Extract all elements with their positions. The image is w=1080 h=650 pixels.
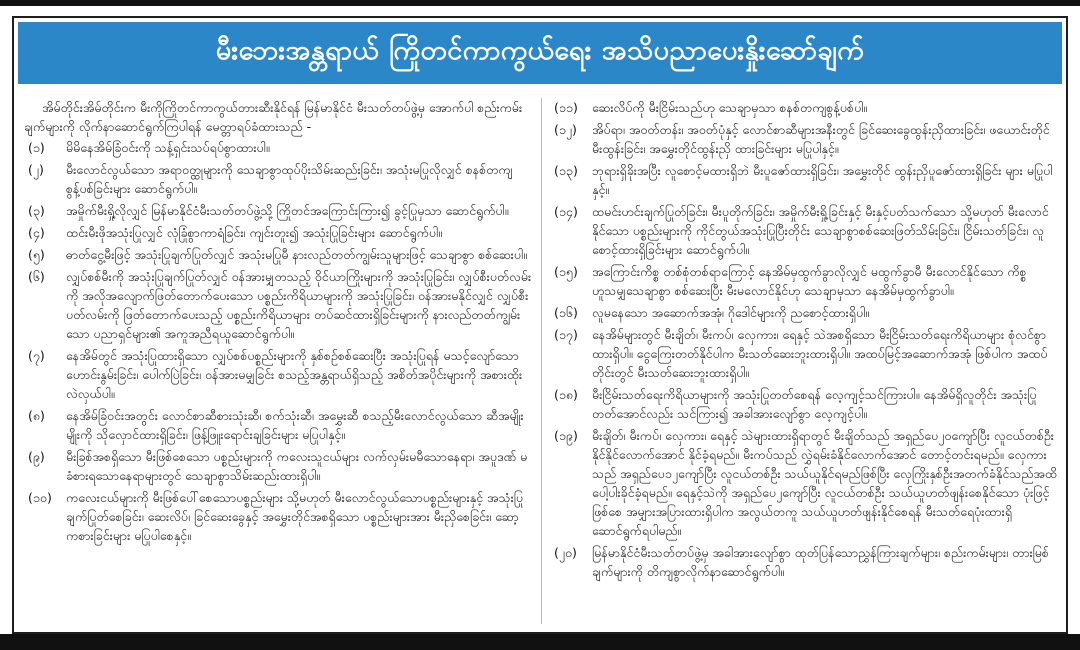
item-number: (၈) <box>28 408 45 423</box>
item-text: မြန်မာနိုင်ငံမီးသတ်တပ်ဖွဲ့မှ အခါအားလျော်စွာ ထုတ်ပြန်သောညွှန်ကြားချက်များ၊ စည်းကမ်းများ၊ တားမြစ်ချက်များကို တိကျစွာလိုက်နာဆောင်ရွက်ပါ။ <box>592 545 1049 579</box>
list-item <box>24 201 534 220</box>
item-number: (၁၄) <box>554 204 578 219</box>
item-number: (၁၈) <box>554 387 578 402</box>
bottom-edge-bar <box>0 634 1080 650</box>
list-item <box>550 120 1060 158</box>
list-item <box>550 385 1060 423</box>
list-item <box>24 160 534 198</box>
item-text: လူမနေသော အဆောက်အအုံ၊ ဂိုဒေါင်များကို ညစောင့်ထားရှိပါ။ <box>592 305 870 320</box>
item-number: (၂၀) <box>554 545 577 560</box>
item-text: မီးလောင်လွယ်သော အရာဝတ္ထုများကို သေချာစွာထုပ်ပိုးသိမ်းဆည်းခြင်း၊ အသုံးမပြုလိုလျှင် စနစ်တကျ စွန့်ပစ်ခြင်းများ ဆောင်ရွက်ပါ။ <box>66 162 513 196</box>
item-text: နေအိမ်တွင် အသုံးပြုထားရှိသော လျှပ်စစ်ပစ္စည်းများကို နှစ်စဉ်စစ်ဆေးပြီး အသုံးပြုရန် မသင့်လျော်သော ဟောင်းနွမ်းခြင်း၊ ပေါက်ပြဲခြင်း၊ ဝန်အားမမျှခြင်း စသည့်အန္တရာယ်ရှိသည့် အစိတ်အပိုင်းများကို အစားထိုးလဲလှယ်ပါ။ <box>66 348 523 401</box>
list-item <box>24 138 534 157</box>
item-text: လျှပ်စစ်မီးကို အသုံးပြုချက်ပြုတ်လျှင် ဝန်အားမျှတသည့် ဝိုင်ယာကြိုးများကို အသုံးပြုခြင်း၊ လျှပ်စီးပတ်လမ်းကို အလိုအလျောက်ဖြတ်တောက်ပေးသော ပစ္စည်းကိရိယာများကို အသုံးပြုခြင်း၊ ဝန်အားမနိုင်လျှင် လျှပ်စီးပတ်လမ်းကို ဖြတ်တောက်ပေးသည့် ပစ္စည်းကိရိယာများ တပ်ဆင်ထားရှိခြင်းများကို နားလည်တတ်ကျွမ်းသော ပညာရှင်များ၏ အကူအညီရယူဆောင်ရွက်ပါ။ <box>66 269 532 341</box>
item-text: မီးခြစ်အစရှိသော မီးဖြစ်စေသော ပစ္စည်းများကို ကလေးသူငယ်များ လက်လှမ်းမမီသောနေရာ၊ အပူဒဏ် မခံစားရသောနေရာများတွင် သေချာစွာသိမ်းဆည်းထားရှိပါ။ <box>66 449 528 483</box>
list-item <box>550 543 1060 581</box>
list-item <box>550 325 1060 382</box>
column-divider <box>541 98 542 624</box>
list-item <box>550 202 1060 259</box>
item-number: (၁၁) <box>554 100 578 115</box>
item-text: မီးငြိမ်းသတ်ရေးကိရိယာများကို အသုံးပြုတတ်စေရန် လေ့ကျင့်သင်ကြားပါ။ နေအိမ်ရှိလူတိုင်း အသုံးပြုတတ်အောင်လည်း သင်ကြား၍ အခါအားလျော်စွာ လေ့ကျင့်ပါ။ <box>592 387 1037 421</box>
top-edge-bar <box>0 0 1080 6</box>
list-item <box>24 346 534 403</box>
item-text: အိပ်ရာ၊ အဝတ်တန်း၊ အဝတ်ပုံနှင့် လောင်စာဆီများအနီးတွင် ခြင်ဆေးခွေထွန်းညှိထားခြင်း၊ ဖယောင်းတိုင် မီးထွန်းခြင်း၊ အမွှေးတိုင်ထွန်းညှိ ထားခြင်းများ မပြုပါနှင့်။ <box>592 122 1050 156</box>
item-number: (၁၃) <box>554 163 578 178</box>
item-text: မီးချိတ်၊ မီးကပ်၊ လှေကား၊ ရေနှင့် သဲများထားရှိရာတွင် မီးချိတ်သည် အရှည်ပေ၂၀ကျော်ပြီး လူငယ်တစ်ဦး နိုင်နိုင်လောက်အောင် နိုင်ခံ့ရမည်။ မီးကပ်သည် လွှဲရမ်းခံနိုင်လောက်အောင် တောင့်တင်းရမည်။ လှေကားသည် အရှည်ပေ၁၂ကျော်ပြီး လူငယ်တစ်ဦး သယ်ယူနိုင်ရမည်ဖြစ်ပြီး လှေကြိုးနှစ်ဦးအတက်ခံနိုင်သည်အထိ ပေါ့ပါးခိုင်ခံ့ရမည်။ ရေနှင့်သဲကို အရှည်ပေ၂ကျော်ပြီး လူငယ်တစ်ဦး သယ်ယူဟတ်ဖျန်းစေနိုင်သော ပုံးဖြင့်ဖြစ်စေ အမျှားအပြားထားရှိပါက အလွယ်တကူ သယ်ယူဟတ်ဖျန်းနိုင်စေရန် မီးသတ်ရေပုံးထားရှိ ဆောင်ရွက်ရပါမည်။ <box>592 428 1057 538</box>
item-text: ထင်းမီးဖိုအသုံးပြုလျှင် လုံခြုံစွာကာရံခြင်း၊ ကျင်းတူး၍ အသုံးပြုခြင်းများ ဆောင်ရွက်ပါ။ <box>66 225 442 240</box>
item-number: (၇) <box>28 348 45 363</box>
item-text: ဓာတ်ငွေ့မီးဖြင့် အသုံးပြုချက်ပြုတ်လျှင် အသုံးမပြုမီ နားလည်တတ်ကျွမ်းသူများဖြင့် သေချာစွာ စစ်ဆေးပါ။ <box>66 247 527 262</box>
list-item <box>550 262 1060 300</box>
item-number: (၆) <box>28 269 45 284</box>
list-item <box>24 406 534 444</box>
item-number: (၁၅) <box>554 264 578 279</box>
list-item <box>550 426 1060 540</box>
item-number: (၁၂) <box>554 122 577 137</box>
right-column <box>550 98 1060 628</box>
item-number: (၅) <box>28 247 45 262</box>
notice-content <box>24 98 1060 628</box>
left-column <box>24 98 534 628</box>
item-number: (၁၇) <box>554 327 578 342</box>
list-item <box>24 447 534 485</box>
list-item <box>24 267 534 343</box>
item-text: နေအိမ်ခြံဝင်းအတွင်း လောင်စာဆီစားသုံးဆီ၊ စက်သုံးဆီ၊ အမွှေးဆီ စသည့်မီးလောင်လွယ်သော ဆီအမျိုးမျိုးကို သိုလှောင်ထားရှိခြင်း၊ ဖြန့်ဖြူးရောင်းချခြင်းများ မပြုပါနှင့်။ <box>66 408 524 442</box>
item-number: (၁) <box>28 140 45 155</box>
intro-paragraph: အိမ်တိုင်းအိမ်တိုင်းက မီးကိုကြိုတင်ကာကွယ်တားဆီးနိုင်ရန် မြန်မာနိုင်ငံ မီးသတ်တပ်ဖွဲ့မှ အောက်ပါ စည်းကမ်းချက်များကို လိုက်နာဆောင်ရွက်ကြပါရန် မေတ္တာရပ်ခံထားသည် - <box>24 100 523 134</box>
item-number: (၁၆) <box>554 305 578 320</box>
item-number: (၉) <box>28 449 45 464</box>
item-text: ထမင်းဟင်းချက်ပြုတ်ခြင်း၊ မီးပူတိုက်ခြင်း၊ အမှိုက်မီးရှို့ခြင်းနှင့် မီးနှင့်ပတ်သက်သော သို့မဟုတ် မီးလောင်နိုင်သော ပစ္စည်းများကို ကိုင်တွယ်အသုံးပြုပြီးတိုင်း သေချာစွာစစ်ဆေးဖြတ်သိမ်းခြင်း၊ ငြိမ်းသတ်ခြင်း၊ လူစောင့်ထားရှိခြင်းများ ဆောင်ရွက်ပါ။ <box>592 204 1049 257</box>
list-item <box>550 161 1060 199</box>
right-item-list <box>550 98 1060 581</box>
item-text: နေအိမ်များတွင် မီးချိတ်၊ မီးကပ်၊ လှေကား၊ ရေနှင့် သဲအစရှိသော မီးငြိမ်းသတ်ရေးကိရိယာများ စုံလင်စွာထားရှိပါ။ ငွေကြေးတတ်နိုင်ပါက မီးသတ်ဆေးဘူးထားရှိပါ။ အထပ်မြင့်အဆောက်အအုံ ဖြစ်ပါက အထပ်တိုင်းတွင် မီးသတ်ဆေးဘူးထားရှိပါ။ <box>592 327 1048 380</box>
list-item <box>24 488 534 545</box>
item-text: ဆေးလိပ်ကို မီးငြိမ်းသည်ဟု သေချာမှသာ စနစ်တကျစွန့်ပစ်ပါ။ <box>592 100 868 115</box>
list-item <box>24 223 534 242</box>
item-number: (၁၉) <box>554 428 578 443</box>
item-number: (၂) <box>28 162 44 177</box>
item-text: မိမိနေအိမ်ခြံဝင်းကို သန့်ရှင်းသပ်ရပ်စွာထားပါ။ <box>66 140 270 155</box>
item-text: အကြောင်းကိစ္စ တစ်စုံတစ်ရာကြောင့် နေအိမ်မှထွက်ခွာလိုလျှင် မထွက်ခွာမီ မီးလောင်နိုင်သော ကိစ္စဟူသမျှသေချာစွာ စစ်ဆေးပြီး မီးမလောင်နိုင်ဟု သေချာမှသာ နေအိမ်မှထွက်ခွာပါ။ <box>592 264 1027 298</box>
item-number: (၁၀) <box>28 490 52 505</box>
item-number: (၃) <box>28 203 45 218</box>
item-text: ကလေးငယ်များကို မီးဖြစ်ပေါ်စေသောပစ္စည်းများ သို့မဟုတ် မီးလောင်လွယ်သောပစ္စည်းများနှင့် အသုံးပြု ချက်ပြုတ်စေခြင်း၊ ဆေးလိပ်၊ ခြင်ဆေးခွေနှင့် အမွှေးတိုင်အစရှိသော ပစ္စည်းများအား မီးညှိစေခြင်း၊ ဆော့ကစားခြင်းများ မပြုပါစေနှင့်။ <box>66 490 523 543</box>
item-text: ဘုရားရှိခိုးအပြီး လူစောင့်မထားရှိဘဲ မီးပူဇော်ထားရှိခြင်း၊ အမွှေးတိုင် ထွန်းညှိပူဇော်ထားရှိခြင်း များ မပြုပါနှင့်။ <box>592 163 1053 197</box>
item-text: အမှိုက်မီးရှို့လိုလျှင် မြန်မာနိုင်ငံမီးသတ်တပ်ဖွဲ့သို့ ကြိုတင်အကြောင်းကြား၍ ခွင့်ပြုမှသာ ဆောင်ရွက်ပါ။ <box>66 203 509 218</box>
left-item-list <box>24 138 534 545</box>
list-item <box>550 98 1060 117</box>
list-item <box>550 303 1060 322</box>
item-number: (၄) <box>28 225 45 240</box>
list-item <box>24 245 534 264</box>
notice-title: မီးဘေးအန္တရာယ် ကြိုတင်ကာကွယ်ရေး အသိပညာပေးနှိုးဆော်ချက် <box>18 22 1062 84</box>
